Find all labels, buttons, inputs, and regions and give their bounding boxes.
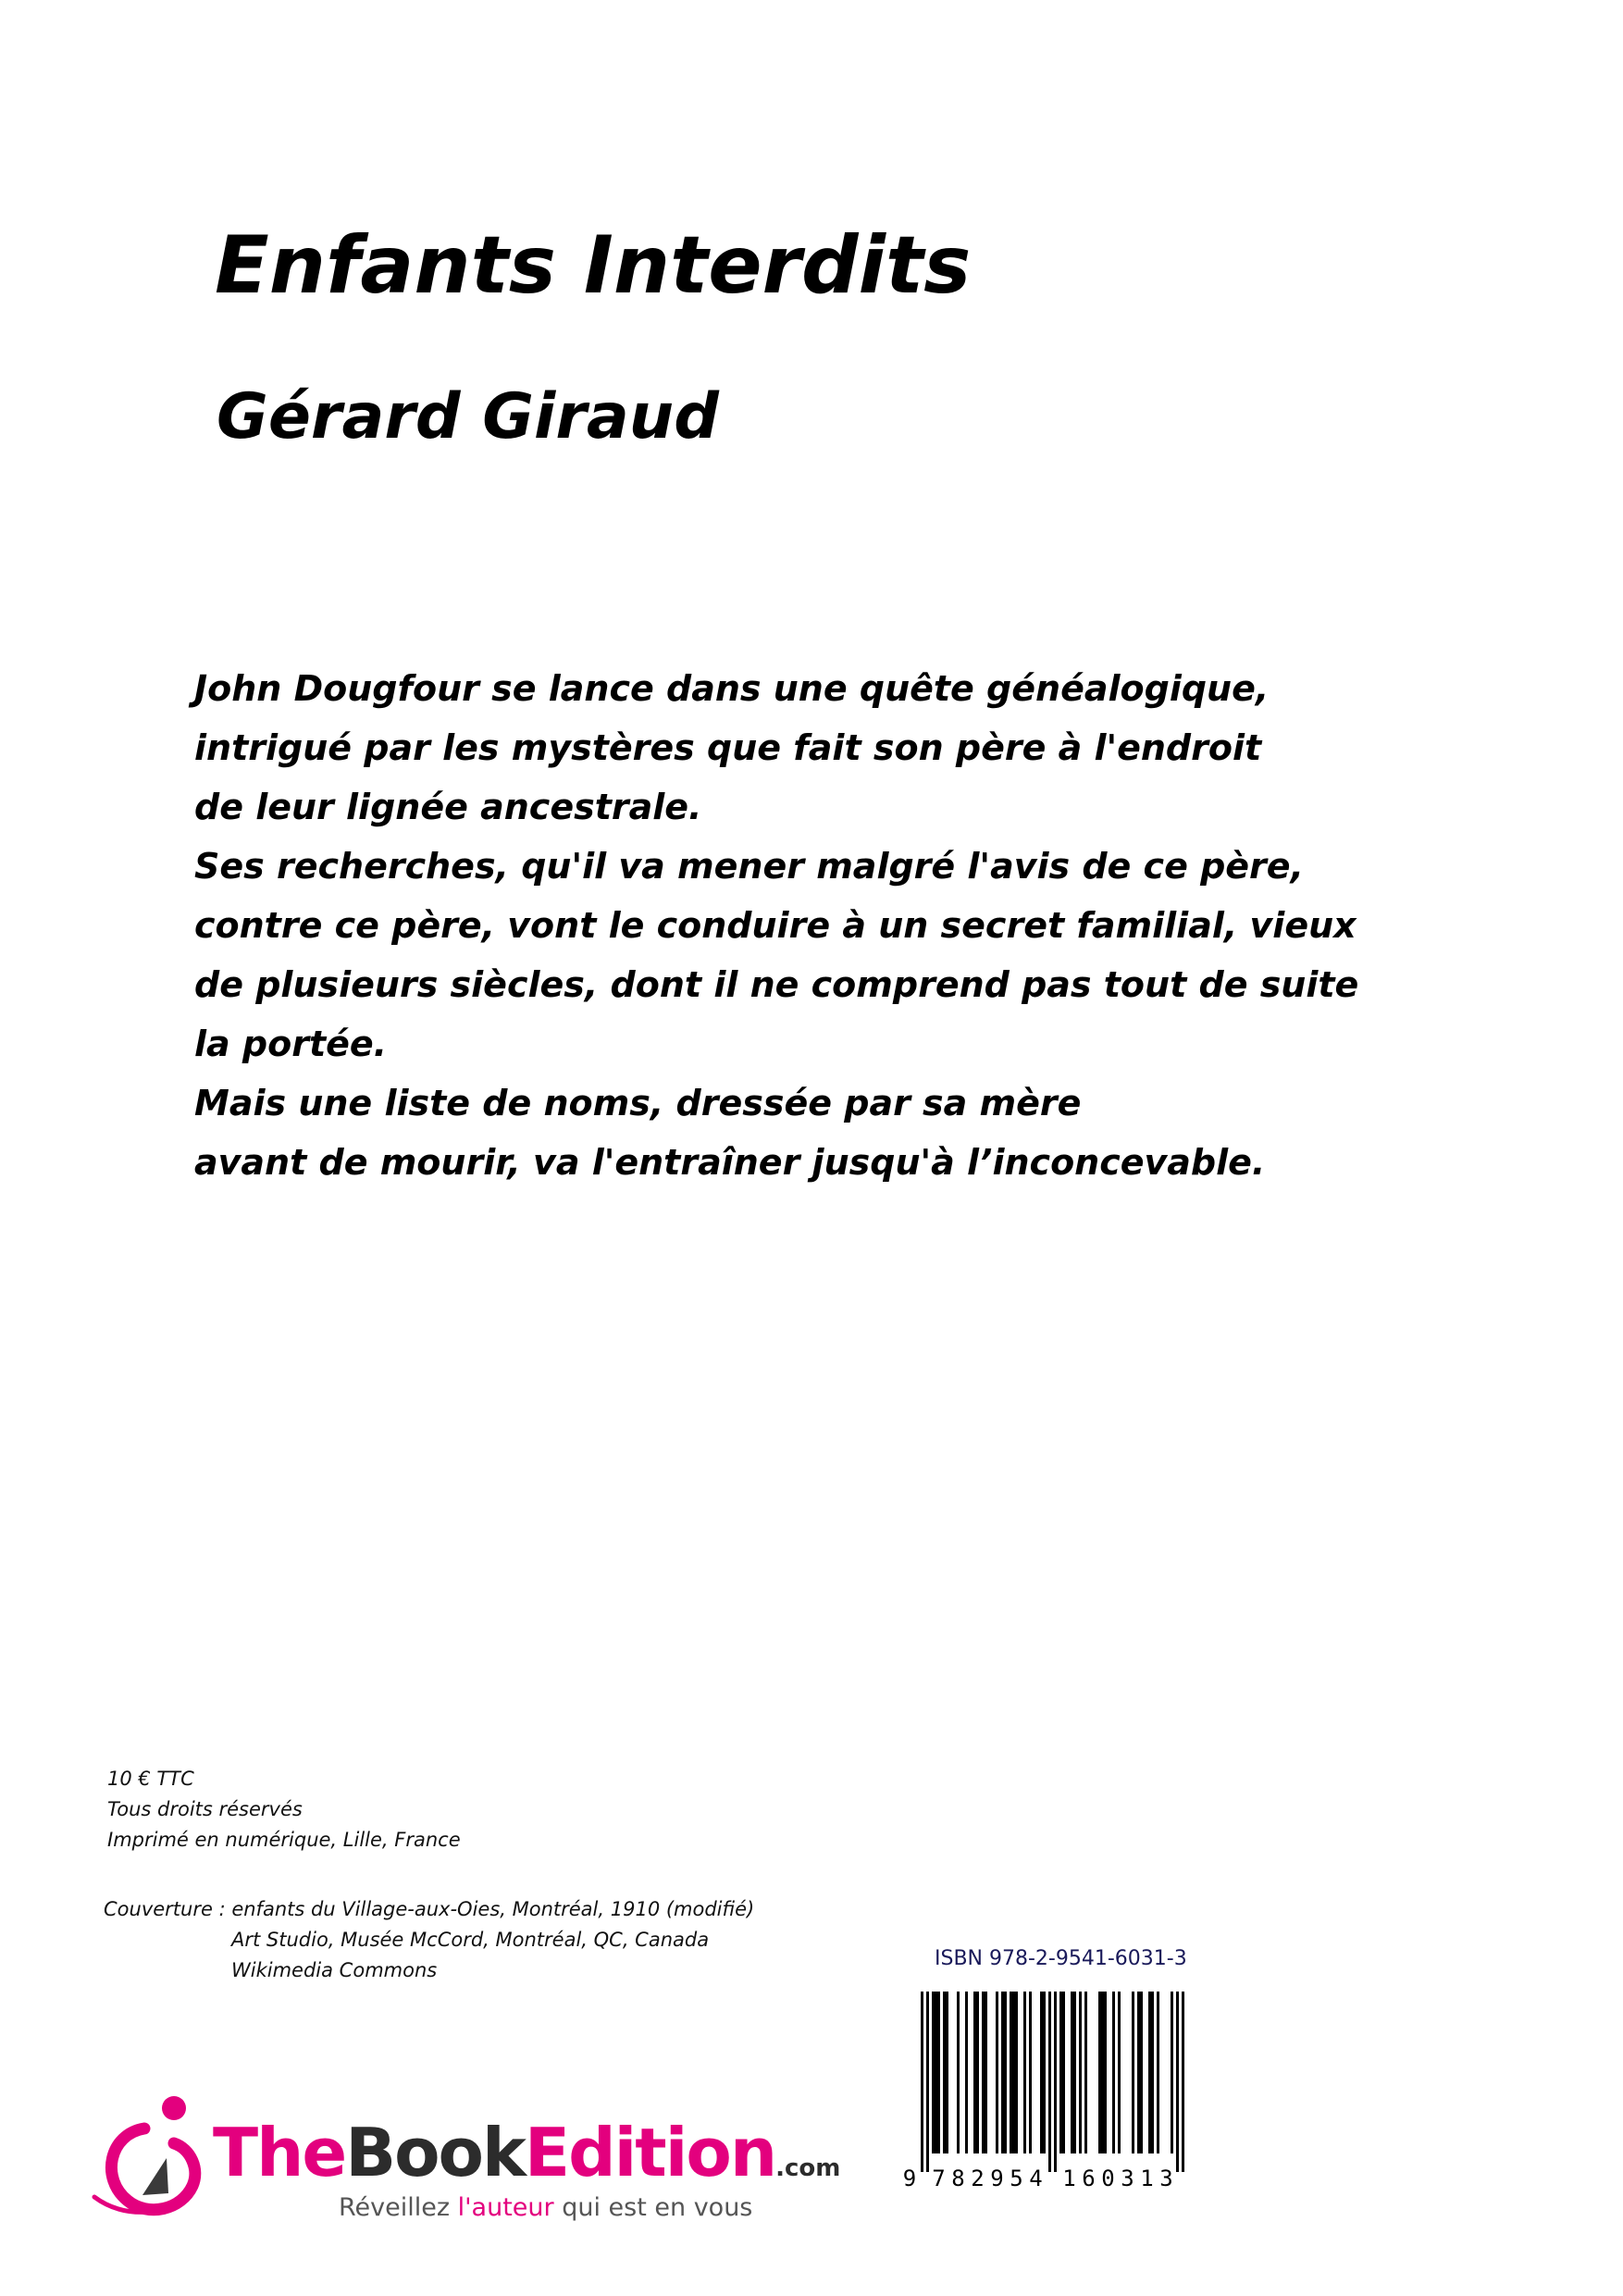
barcode-bar [1137, 1992, 1140, 2153]
blurb-line: Ses recherches, qu'il va mener malgré l'avis de ce père, [194, 846, 1305, 887]
imprint-info [107, 1764, 461, 1855]
barcode-bar [1015, 1992, 1018, 2153]
barcode-bar [1062, 1992, 1065, 2153]
publisher-tagline [339, 2193, 752, 2222]
barcode-bar [1084, 1992, 1087, 2153]
barcode-bar [921, 1992, 923, 2172]
barcode-bar [1043, 1992, 1046, 2153]
barcode-digit: 1 [1062, 2166, 1076, 2191]
barcode-digit: 4 [1029, 2166, 1043, 2191]
blurb-line: contre ce père, vont le conduire à un secret familial, vieux [194, 905, 1357, 946]
barcode-digit: 8 [951, 2166, 965, 2191]
barcode-bar [1023, 1992, 1026, 2153]
book-title: Enfants Interdits [215, 219, 972, 312]
blurb-line: de plusieurs siècles, dont il ne comprend pas tout de suite [194, 964, 1359, 1005]
tagline-text: qui est en vous [553, 2193, 753, 2222]
barcode-bar [1182, 1992, 1184, 2172]
barcode-digit: 3 [1121, 2166, 1134, 2191]
printed-text: Imprimé en numérique, Lille, France [107, 1829, 461, 1851]
barcode-bar [1012, 1992, 1015, 2153]
barcode-bar [932, 1992, 935, 2153]
barcode-bar [1151, 1992, 1154, 2153]
barcode-digit: 6 [1082, 2166, 1096, 2191]
barcode-bar [1071, 1992, 1073, 2153]
barcode-bar [926, 1992, 929, 2172]
barcode-bar [985, 1992, 987, 2153]
publisher-name-part: Edition [524, 2114, 776, 2191]
cover-credit-line: Couverture : enfants du Village-aux-Oies, Montréal, 1910 (modifié) [104, 1898, 755, 1920]
blurb-line: Mais une liste de noms, dressée par sa mère [194, 1083, 1082, 1123]
barcode-digit: 3 [1159, 2166, 1173, 2191]
publisher-name-part: Book [345, 2114, 525, 2191]
barcode-bar [976, 1992, 979, 2153]
barcode-bar [1059, 1992, 1062, 2153]
barcode-bar [1118, 1992, 1121, 2153]
barcode-bar [1176, 1992, 1179, 2172]
book-author: Gérard Giraud [217, 380, 719, 453]
stylized-person-icon [91, 2093, 211, 2232]
publisher-logo [91, 2093, 849, 2232]
barcode-digit: 2 [971, 2166, 985, 2191]
cover-credit [104, 1894, 754, 1986]
blurb-line: John Dougfour se lance dans une quête généalogique, [194, 668, 1270, 709]
barcode-bar [1157, 1992, 1159, 2153]
publisher-name-part: The [213, 2114, 346, 2191]
barcode-bar [943, 1992, 946, 2153]
cover-credit-line: Art Studio, Musée McCord, Montréal, QC, Canada [231, 1929, 710, 1951]
barcode-bar [973, 1992, 976, 2153]
blurb-line: de leur lignée ancestrale. [194, 787, 702, 827]
barcode-bar [1073, 1992, 1076, 2153]
barcode-digit: 7 [932, 2166, 946, 2191]
cover-credit-line: Wikimedia Commons [231, 1959, 438, 1981]
barcode-bar [1079, 1992, 1082, 2153]
barcode-bar [1010, 1992, 1012, 2153]
isbn-label: ISBN 978-2-9541-6031-3 [935, 1947, 1187, 1970]
barcode-bar [996, 1992, 998, 2153]
barcode-bar [1029, 1992, 1032, 2153]
tagline-text: Réveillez [339, 2193, 458, 2222]
barcode-bar [937, 1992, 940, 2153]
barcode-digit: 9 [902, 2166, 917, 2191]
barcode-bar [946, 1992, 948, 2153]
barcode-digit: 0 [1101, 2166, 1115, 2191]
barcode-digit: 1 [1140, 2166, 1154, 2191]
barcode-digit: 5 [1010, 2166, 1023, 2191]
barcode-bar [1171, 1992, 1173, 2153]
barcode-bar [1001, 1992, 1004, 2153]
barcode-bar [935, 1992, 937, 2153]
barcode-bar [982, 1992, 985, 2153]
barcode-bar [1098, 1992, 1101, 2153]
barcode-bar [1054, 1992, 1057, 2172]
barcode-bar [1104, 1992, 1107, 2153]
barcode-bar [1048, 1992, 1051, 2172]
barcode-digit: 9 [990, 2166, 1004, 2191]
publisher-name [213, 2114, 840, 2191]
barcode-bar [1148, 1992, 1151, 2153]
price-text: 10 € TTC [107, 1768, 194, 1790]
barcode-bar [1140, 1992, 1143, 2153]
blurb-line: avant de mourir, va l'entraîner jusqu'à l’inconcevable. [194, 1142, 1266, 1183]
barcode-bar [1004, 1992, 1007, 2153]
barcode-bar [965, 1992, 968, 2153]
isbn-barcode [902, 1990, 1208, 2203]
publisher-name-suffix: .com [775, 2154, 841, 2182]
tagline-highlight: l'auteur [457, 2193, 554, 2222]
blurb-line: intrigué par les mystères que fait son père à l'endroit [194, 727, 1262, 768]
rights-text: Tous droits réservés [107, 1798, 303, 1820]
barcode-bar [1132, 1992, 1134, 2153]
barcode-bar [957, 1992, 960, 2153]
back-cover-blurb [194, 659, 1358, 1192]
blurb-line: la portée. [194, 1024, 388, 1064]
barcode-bar [1112, 1992, 1115, 2153]
barcode-bar [1040, 1992, 1043, 2153]
barcode-bar [1101, 1992, 1104, 2153]
